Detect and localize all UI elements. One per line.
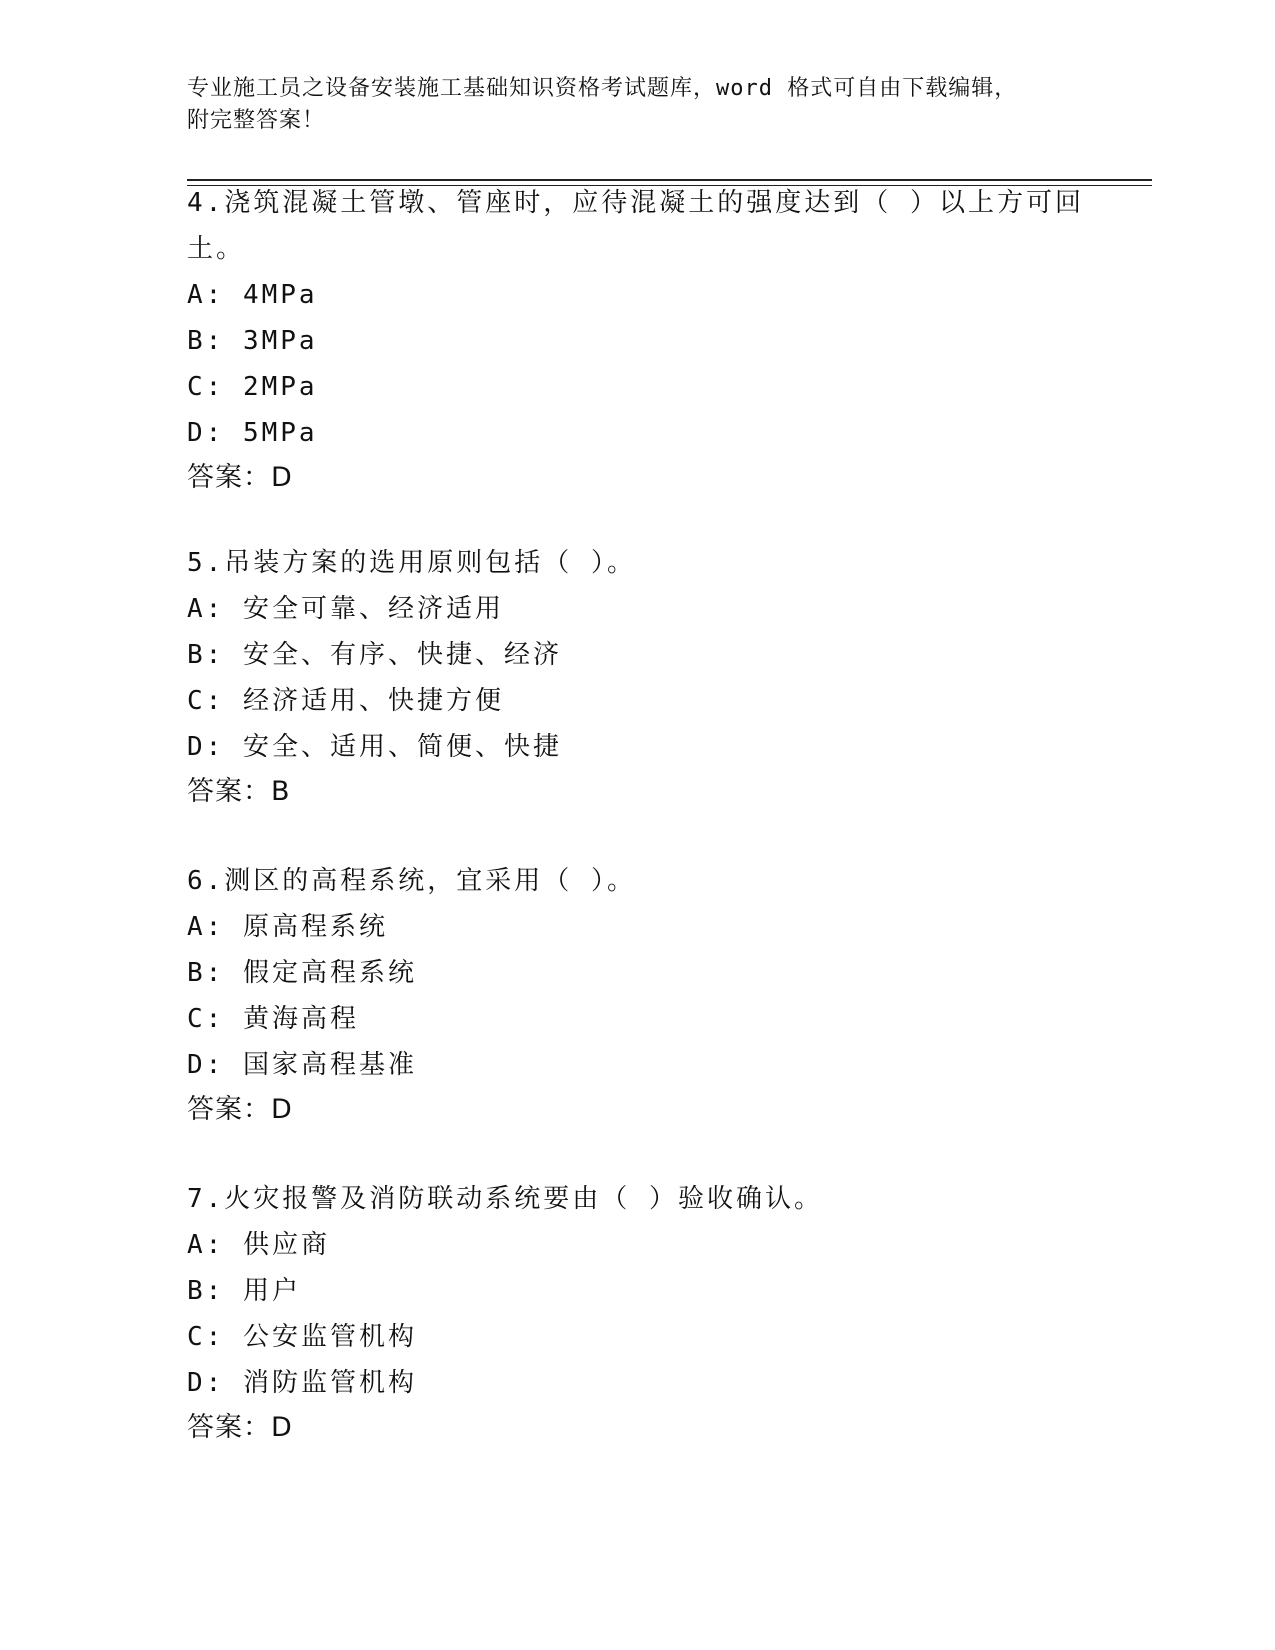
question-4 — [187, 180, 1087, 500]
question-stem: 4.浇筑混凝土管墩、管座时，应待混凝土的强度达到（ ）以上方可回土。 — [187, 188, 1084, 264]
answer: 答案：D — [187, 1094, 293, 1125]
option-b: B: 安全、有序、快捷、经济 — [187, 640, 562, 670]
intro-line-2: 附完整答案！ — [187, 108, 326, 133]
option-c: C: 黄海高程 — [187, 1004, 359, 1034]
option-d: D: 国家高程基准 — [187, 1050, 417, 1080]
option-d: D: 5MPa — [187, 418, 318, 448]
option-a: A: 原高程系统 — [187, 912, 388, 942]
question-5 — [187, 540, 1087, 814]
option-d: D: 消防监管机构 — [187, 1368, 417, 1398]
answer: 答案：D — [187, 1412, 293, 1443]
option-a: A: 安全可靠、经济适用 — [187, 594, 504, 624]
option-b: B: 3MPa — [187, 326, 318, 356]
option-c: C: 经济适用、快捷方便 — [187, 686, 504, 716]
answer: 答案：B — [187, 776, 291, 807]
question-stem: 7.火灾报警及消防联动系统要由（ ）验收确认。 — [187, 1184, 823, 1214]
option-a: A: 供应商 — [187, 1230, 330, 1260]
intro-line-1: 专业施工员之设备安装施工基础知识资格考试题库，word 格式可自由下载编辑， — [187, 76, 1018, 101]
question-7 — [187, 1176, 1087, 1450]
option-b: B: 假定高程系统 — [187, 958, 417, 988]
option-b: B: 用户 — [187, 1276, 301, 1306]
question-stem: 5.吊装方案的选用原则包括（ ）。 — [187, 548, 636, 578]
option-c: C: 公安监管机构 — [187, 1322, 417, 1352]
question-6 — [187, 858, 1087, 1132]
intro-text — [187, 73, 1087, 137]
option-d: D: 安全、适用、简便、快捷 — [187, 732, 562, 762]
answer: 答案：D — [187, 462, 293, 493]
option-a: A: 4MPa — [187, 280, 318, 310]
question-stem: 6.测区的高程系统，宜采用（ ）。 — [187, 866, 636, 896]
option-c: C: 2MPa — [187, 372, 318, 402]
